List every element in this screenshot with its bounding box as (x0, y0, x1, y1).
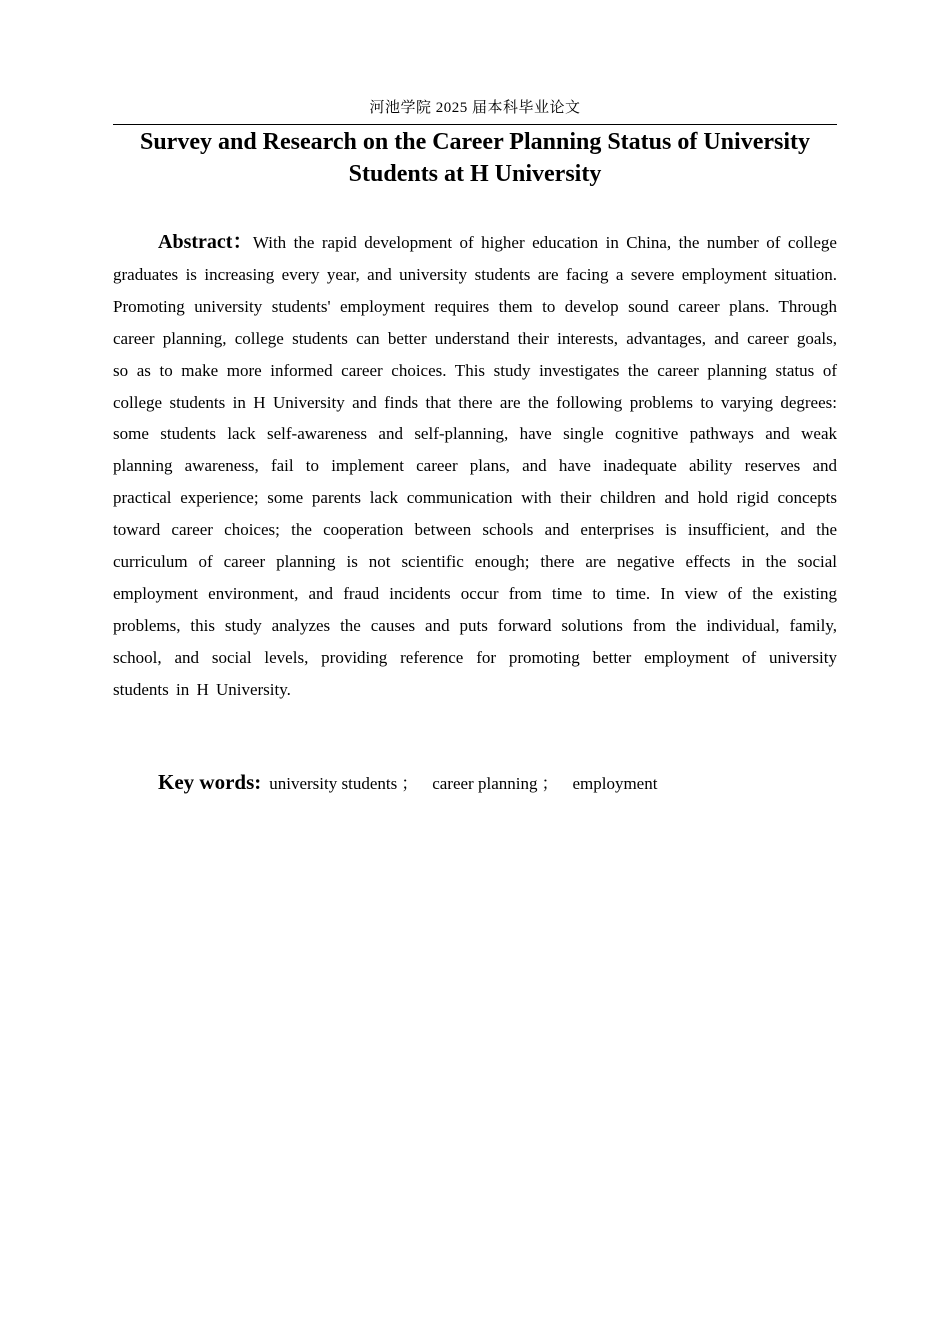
keyword-separator: ； (541, 774, 559, 793)
header-rule (113, 124, 837, 125)
keywords-label: Key words: (158, 770, 262, 794)
abstract-paragraph (113, 227, 837, 706)
running-header: 河池学院 2025 届本科毕业论文 (369, 100, 581, 116)
abstract-label: Abstract： (158, 231, 253, 253)
keyword: university students (269, 774, 398, 793)
abstract-text: With the rapid development of higher education in China, the number of college graduates is increasing every year, and university students are facing a severe employment situation. Promoting university students' employment requires them to develop sound career plans. Through career planning, college students can better understand their interests, advantages, and career goals, so as to make more informed career choices. This study investigates the career planning status of college students in H University and finds that there are the following problems to varying degrees: some students lack self-awareness and self-planning, have single cognitive pathways and weak planning awareness, fail to implement career plans, and have inadequate ability reserves and practical experience; some parents lack communication with their children and hold rigid concepts toward career choices; the cooperation between schools and enterprises is insufficient, and the curriculum of career planning is not scientific enough; there are negative effects in the social employment environment, and fraud incidents occur from time to time. In view of the existing problems, this study analyzes the causes and puts forward solutions from the individual, family, school, and social levels, providing reference for promoting better employment of university students in H University. (113, 233, 837, 699)
keyword: career planning (432, 774, 538, 793)
paper-title: Survey and Research on the Career Planning Status of University Students at H University (139, 129, 810, 187)
keyword: employment (572, 774, 658, 793)
keyword-separator: ； (401, 774, 419, 793)
keywords-line (158, 767, 837, 799)
